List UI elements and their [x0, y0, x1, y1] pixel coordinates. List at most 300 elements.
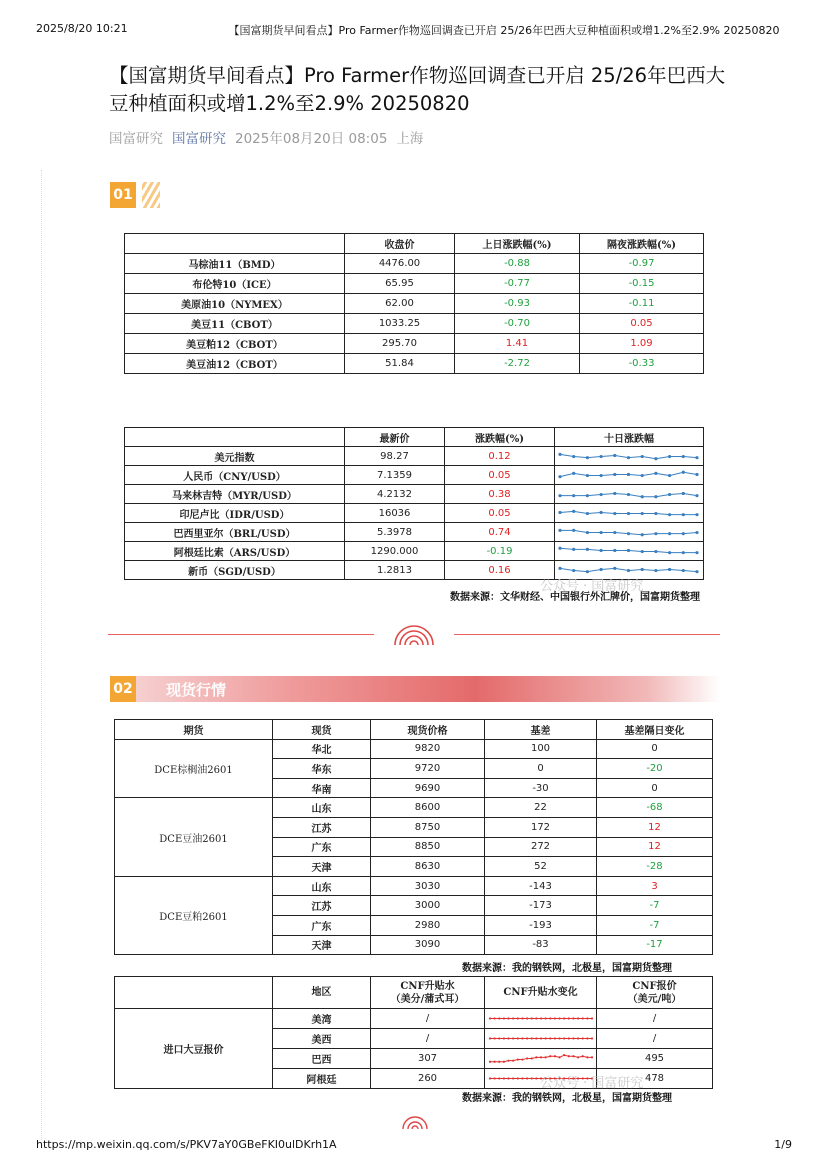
basis: -83	[485, 935, 597, 955]
spot-price: 8630	[371, 857, 485, 877]
sparkline-point	[695, 551, 698, 554]
sparkline-point	[582, 1037, 584, 1039]
sparkline-point	[591, 1037, 593, 1039]
sparkline-point	[494, 1037, 496, 1039]
cnf-premium: 260	[371, 1069, 485, 1089]
table-row	[125, 523, 704, 542]
sparkline-point	[489, 1060, 491, 1062]
table-row	[125, 334, 704, 354]
sparkline-point	[563, 1017, 565, 1019]
basis-change: 12	[597, 837, 713, 857]
sparkline-point	[554, 1017, 556, 1019]
page-number: 1/9	[774, 1138, 792, 1151]
sparkline-chart	[557, 505, 700, 521]
column-header: 十日涨跌幅	[555, 428, 704, 447]
ten-day-trend	[555, 466, 704, 485]
instrument-name: 美豆11（CBOT）	[125, 314, 345, 334]
section-heading-01	[110, 182, 160, 208]
sparkline-point	[540, 1037, 542, 1039]
change-pct: 0.38	[445, 485, 555, 504]
overnight-change: 1.09	[580, 334, 704, 354]
cnf-premium: /	[371, 1009, 485, 1029]
basis: -193	[485, 915, 597, 935]
premium-trend	[485, 1009, 597, 1029]
last-price: 7.1359	[345, 466, 445, 485]
column-header: 地区	[273, 977, 371, 1009]
overnight-change: -0.15	[580, 274, 704, 294]
futures-contract: DCE豆粕2601	[115, 876, 273, 954]
sparkline-point	[613, 473, 616, 476]
sparkline-chart	[557, 543, 700, 559]
sparkline-point	[641, 474, 644, 477]
prev-day-change: -0.93	[455, 294, 580, 314]
table-row	[125, 294, 704, 314]
section-label: 现货行情	[166, 680, 227, 699]
currency-name: 马来林吉特（MYR/USD）	[125, 485, 345, 504]
table-row	[125, 485, 704, 504]
close-price: 4476.00	[345, 254, 455, 274]
currency-name: 印尼卢比（IDR/USD）	[125, 504, 345, 523]
sparkline-point	[591, 1017, 593, 1019]
data-source-note: 数据来源：文华财经、中国银行外汇牌价，国富期货整理	[450, 592, 700, 603]
section-divider	[108, 621, 720, 647]
prev-day-change: -0.88	[455, 254, 580, 274]
sparkline-point	[498, 1037, 500, 1039]
table-row	[125, 504, 704, 523]
fx-table	[124, 427, 704, 580]
sparkline-chart	[557, 467, 700, 483]
ten-day-trend	[555, 523, 704, 542]
sparkline-point	[503, 1017, 505, 1019]
column-header: 现货价格	[371, 720, 485, 740]
sparkline-point	[586, 570, 589, 573]
spot-price: 9720	[371, 759, 485, 779]
sparkline-point	[627, 473, 630, 476]
futures-table	[124, 233, 704, 374]
spot-region: 华北	[273, 739, 371, 759]
section-heading-02	[110, 676, 720, 702]
change-pct: 0.16	[445, 561, 555, 580]
sparkline-point	[545, 1037, 547, 1039]
last-price: 16036	[345, 504, 445, 523]
sparkline-point	[572, 548, 575, 551]
sparkline-chart	[487, 1051, 595, 1067]
publish-date: 2025年08月20日 08:05	[235, 131, 388, 147]
sparkline-point	[600, 455, 603, 458]
basis-change: 0	[597, 739, 713, 759]
sparkline-point	[521, 1017, 523, 1019]
sparkline-point	[549, 1017, 551, 1019]
sparkline-point	[641, 550, 644, 553]
ten-day-trend	[555, 504, 704, 523]
sparkline-point	[498, 1017, 500, 1019]
sparkline-point	[654, 550, 657, 553]
table-row	[125, 354, 704, 374]
basis: 272	[485, 837, 597, 857]
article-title: 【国富期货早间看点】Pro Farmer作物巡回调查已开启 25/26年巴西大豆种植面积或增1.2%至2.9% 20250820	[109, 64, 726, 115]
spot-price: 2980	[371, 915, 485, 935]
spot-price: 8850	[371, 837, 485, 857]
overnight-change: -0.33	[580, 354, 704, 374]
basis: -173	[485, 896, 597, 916]
sparkline-point	[627, 512, 630, 515]
sparkline-point	[494, 1017, 496, 1019]
overnight-change: -0.11	[580, 294, 704, 314]
currency-name: 人民币（CNY/USD）	[125, 466, 345, 485]
sparkline-point	[668, 551, 671, 554]
column-header: CNF报价 （美元/吨）	[597, 977, 713, 1009]
spot-region: 广东	[273, 837, 371, 857]
basis-change: -68	[597, 798, 713, 818]
sparkline-point	[503, 1060, 505, 1062]
stripe-decoration	[142, 182, 160, 208]
change-pct: 0.05	[445, 466, 555, 485]
instrument-name: 美豆油12（CBOT）	[125, 354, 345, 374]
sparkline-point	[558, 1037, 560, 1039]
spot-region: 天津	[273, 935, 371, 955]
sparkline-point	[558, 453, 561, 456]
ten-day-trend	[555, 542, 704, 561]
basis: 172	[485, 817, 597, 837]
basis-change: -20	[597, 759, 713, 779]
sparkline-point	[586, 494, 589, 497]
column-header: 上日涨跌幅(%)	[455, 234, 580, 254]
sparkline-point	[517, 1058, 519, 1060]
sparkline-point	[627, 532, 630, 535]
sparkline-point	[613, 492, 616, 495]
sparkline-point	[517, 1037, 519, 1039]
sparkline-point	[668, 455, 671, 458]
sparkline-point	[517, 1017, 519, 1019]
account-link[interactable]: 国富研究	[172, 131, 226, 147]
spot-region: 江苏	[273, 817, 371, 837]
prev-day-change: -0.77	[455, 274, 580, 294]
spot-table	[114, 719, 713, 955]
sparkline-point	[682, 492, 685, 495]
origin-region: 巴西	[273, 1049, 371, 1069]
sparkline-point	[682, 532, 685, 535]
sparkline-point	[507, 1077, 509, 1079]
spot-region: 江苏	[273, 896, 371, 916]
origin-region: 美西	[273, 1029, 371, 1049]
basis: -143	[485, 876, 597, 896]
sparkline-point	[613, 549, 616, 552]
change-pct: 0.74	[445, 523, 555, 542]
spot-region: 山东	[273, 876, 371, 896]
sparkline-point	[586, 456, 589, 459]
sparkline-point	[535, 1017, 537, 1019]
sparkline-point	[521, 1077, 523, 1079]
premium-trend	[485, 1029, 597, 1049]
sparkline-point	[613, 531, 616, 534]
sparkline-point	[572, 569, 575, 572]
sparkline-point	[627, 569, 630, 572]
sparkline-point	[489, 1037, 491, 1039]
ten-day-trend	[555, 447, 704, 466]
print-footer	[36, 1138, 792, 1151]
sparkline-point	[558, 494, 561, 497]
sparkline-point	[654, 457, 657, 460]
table-row	[125, 274, 704, 294]
sparkline-point	[695, 494, 698, 497]
sparkline-point	[517, 1077, 519, 1079]
close-price: 51.84	[345, 354, 455, 374]
sparkline-point	[572, 1017, 574, 1019]
spot-region: 天津	[273, 857, 371, 877]
sparkline-point	[554, 1055, 556, 1057]
sparkline-point	[558, 1017, 560, 1019]
sparkline-point	[641, 512, 644, 515]
page-url[interactable]: https://mp.weixin.qq.com/s/PKV7aY0GBeFKI0ulDKrh1A	[36, 1138, 337, 1151]
column-header: 涨跌幅(%)	[445, 428, 555, 447]
currency-name: 美元指数	[125, 447, 345, 466]
instrument-name: 美豆粕12（CBOT）	[125, 334, 345, 354]
sparkline-point	[627, 493, 630, 496]
sparkline-point	[586, 474, 589, 477]
watermark: 公众号 · 国富研究	[540, 579, 644, 594]
cnf-price: 495	[597, 1049, 713, 1069]
sparkline-point	[507, 1017, 509, 1019]
spot-price: 3000	[371, 896, 485, 916]
sparkline-point	[535, 1037, 537, 1039]
column-header	[125, 234, 345, 254]
sparkline-point	[695, 473, 698, 476]
change-pct: 0.05	[445, 504, 555, 523]
sparkline-point	[526, 1017, 528, 1019]
sparkline-point	[582, 1055, 584, 1057]
sparkline-point	[526, 1077, 528, 1079]
sparkline-point	[668, 532, 671, 535]
column-header: 最新价	[345, 428, 445, 447]
sparkline	[490, 1055, 592, 1062]
futures-contract: DCE棕榈油2601	[115, 739, 273, 798]
ten-day-trend	[555, 485, 704, 504]
origin-region: 美湾	[273, 1009, 371, 1029]
sparkline-point	[531, 1057, 533, 1059]
spot-price: 3030	[371, 876, 485, 896]
sparkline-point	[494, 1060, 496, 1062]
sparkline-point	[586, 512, 589, 515]
sparkline-point	[535, 1056, 537, 1058]
cnf-price: 478	[597, 1069, 713, 1089]
column-header: CNF升贴水 （美分/蒲式耳）	[371, 977, 485, 1009]
sparkline-point	[577, 1037, 579, 1039]
section-number: 01	[110, 182, 136, 208]
sparkline-point	[582, 1017, 584, 1019]
article-meta	[109, 127, 423, 147]
column-header: 期货	[115, 720, 273, 740]
sparkline-point	[498, 1077, 500, 1079]
sparkline-point	[600, 549, 603, 552]
sparkline-point	[586, 1056, 588, 1058]
basis: 100	[485, 739, 597, 759]
basis-change: -17	[597, 935, 713, 955]
close-price: 295.70	[345, 334, 455, 354]
sparkline-point	[521, 1058, 523, 1060]
column-header	[115, 977, 273, 1009]
cnf-premium: /	[371, 1029, 485, 1049]
sparkline-point	[613, 454, 616, 457]
basis: 0	[485, 759, 597, 779]
sparkline-chart	[557, 486, 700, 502]
sparkline-point	[682, 569, 685, 572]
change-pct: 0.12	[445, 447, 555, 466]
basis-change: -7	[597, 896, 713, 916]
sparkline-point	[654, 512, 657, 515]
spot-region: 华东	[273, 759, 371, 779]
column-header: CNF升贴水变化	[485, 977, 597, 1009]
sparkline-point	[600, 568, 603, 571]
data-source-note: 数据来源：我的钢铁网，北极星，国富期货整理	[462, 1093, 672, 1104]
currency-name: 巴西里亚尔（BRL/USD）	[125, 523, 345, 542]
sparkline-point	[503, 1077, 505, 1079]
spot-price: 9820	[371, 739, 485, 759]
sparkline-point	[591, 1056, 593, 1058]
cloud-ornament-icon	[400, 1113, 430, 1129]
sparkline-point	[572, 455, 575, 458]
sparkline-point	[535, 1077, 537, 1079]
article-author: 国富研究	[109, 131, 163, 147]
spot-region: 广东	[273, 915, 371, 935]
sparkline-point	[540, 1056, 542, 1058]
last-price: 4.2132	[345, 485, 445, 504]
sparkline-point	[682, 551, 685, 554]
last-price: 98.27	[345, 447, 445, 466]
sparkline-point	[572, 472, 575, 475]
margin-rule	[41, 170, 42, 1140]
spot-price: 3090	[371, 935, 485, 955]
sparkline-point	[503, 1037, 505, 1039]
sparkline-point	[512, 1077, 514, 1079]
sparkline-point	[695, 570, 698, 573]
last-price: 1290.000	[345, 542, 445, 561]
sparkline-point	[498, 1060, 500, 1062]
table-row	[125, 542, 704, 561]
sparkline-point	[558, 529, 561, 532]
close-price: 65.95	[345, 274, 455, 294]
print-datetime: 2025/8/20 10:21	[36, 22, 128, 35]
basis-change: -28	[597, 857, 713, 877]
instrument-name: 美原油10（NYMEX）	[125, 294, 345, 314]
column-header: 基差隔日变化	[597, 720, 713, 740]
sparkline-point	[531, 1017, 533, 1019]
sparkline-point	[512, 1037, 514, 1039]
basis-change: 0	[597, 778, 713, 798]
sparkline-point	[641, 495, 644, 498]
column-header: 收盘价	[345, 234, 455, 254]
table-row	[115, 739, 713, 759]
sparkline-point	[586, 548, 589, 551]
sparkline-point	[558, 511, 561, 514]
sparkline-point	[568, 1037, 570, 1039]
group-label: 进口大豆报价	[115, 1009, 273, 1089]
sparkline-point	[572, 1055, 574, 1057]
sparkline-point	[558, 567, 561, 570]
sparkline-point	[526, 1037, 528, 1039]
basis: -30	[485, 778, 597, 798]
sparkline-point	[526, 1057, 528, 1059]
sparkline-point	[586, 1037, 588, 1039]
sparkline-point	[568, 1017, 570, 1019]
table-row	[115, 798, 713, 818]
table-row	[115, 1009, 713, 1029]
sparkline-point	[600, 511, 603, 514]
close-price: 1033.25	[345, 314, 455, 334]
sparkline-point	[558, 1056, 560, 1058]
sparkline-point	[545, 1056, 547, 1058]
sparkline-point	[554, 1037, 556, 1039]
column-header: 基差	[485, 720, 597, 740]
sparkline-point	[600, 474, 603, 477]
data-source-note: 数据来源：我的钢铁网，北极星，国富期货整理	[462, 963, 672, 974]
sparkline-point	[627, 456, 630, 459]
sparkline-chart	[557, 448, 700, 464]
basis-change: 3	[597, 876, 713, 896]
instrument-name: 布伦特10（ICE）	[125, 274, 345, 294]
column-header	[125, 428, 345, 447]
spot-region: 山东	[273, 798, 371, 818]
overnight-change: 0.05	[580, 314, 704, 334]
sparkline-point	[489, 1017, 491, 1019]
sparkline-point	[577, 1056, 579, 1058]
sparkline-point	[668, 493, 671, 496]
sparkline-point	[654, 472, 657, 475]
column-header: 隔夜涨跌幅(%)	[580, 234, 704, 254]
cnf-price: /	[597, 1029, 713, 1049]
sparkline-point	[572, 1037, 574, 1039]
prev-day-change: -2.72	[455, 354, 580, 374]
sparkline-point	[507, 1037, 509, 1039]
origin-region: 阿根廷	[273, 1069, 371, 1089]
basis: 52	[485, 857, 597, 877]
table-row	[125, 447, 704, 466]
sparkline-point	[668, 568, 671, 571]
sparkline-point	[572, 494, 575, 497]
sparkline-point	[540, 1017, 542, 1019]
table-row	[125, 254, 704, 274]
instrument-name: 马棕油11（BMD）	[125, 254, 345, 274]
spot-price: 9690	[371, 778, 485, 798]
sparkline-point	[613, 512, 616, 515]
sparkline-point	[563, 1037, 565, 1039]
sparkline-point	[512, 1017, 514, 1019]
sparkline-point	[549, 1055, 551, 1057]
cloud-ornament-icon	[389, 621, 439, 647]
table-row	[125, 466, 704, 485]
sparkline-point	[531, 1037, 533, 1039]
cnf-price: /	[597, 1009, 713, 1029]
sparkline-point	[531, 1077, 533, 1079]
premium-trend	[485, 1049, 597, 1069]
sparkline-chart	[487, 1031, 595, 1047]
sparkline-point	[654, 532, 657, 535]
sparkline-point	[563, 1054, 565, 1056]
sparkline-chart	[487, 1011, 595, 1027]
prev-day-change: -0.70	[455, 314, 580, 334]
sparkline-point	[572, 529, 575, 532]
sparkline-point	[641, 568, 644, 571]
sparkline-point	[668, 513, 671, 516]
prev-day-change: 1.41	[455, 334, 580, 354]
last-price: 1.2813	[345, 561, 445, 580]
spot-region: 华南	[273, 778, 371, 798]
basis: 22	[485, 798, 597, 818]
sparkline-point	[586, 531, 589, 534]
sparkline-point	[600, 531, 603, 534]
sparkline-point	[695, 513, 698, 516]
basis-change: 12	[597, 817, 713, 837]
sparkline-point	[627, 549, 630, 552]
